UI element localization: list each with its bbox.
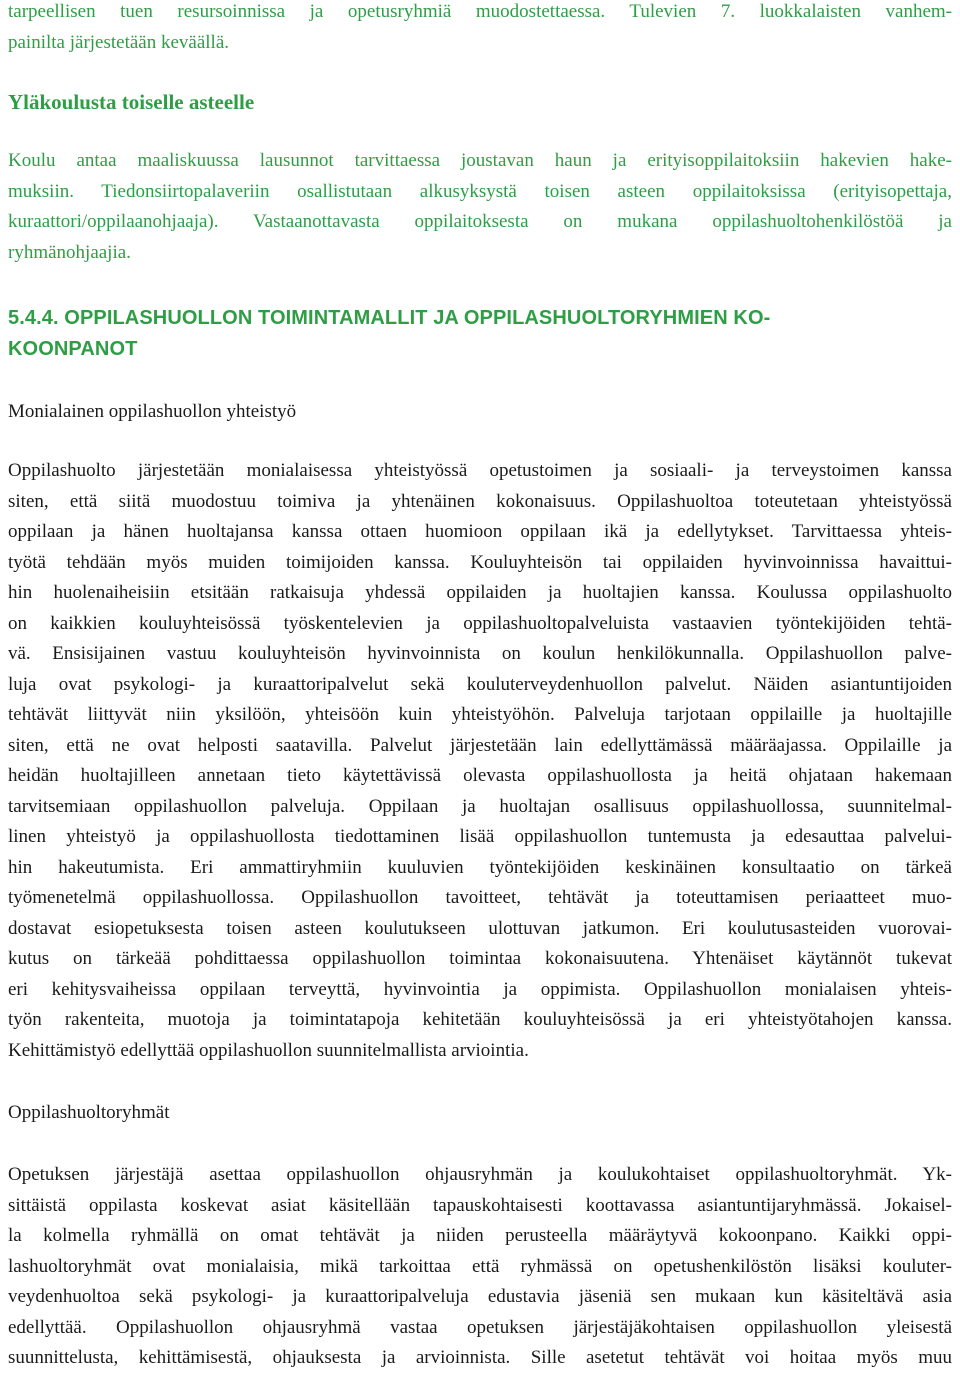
cooperation-line: Oppilashuolto järjestetään monialaisessa yhteistyössä opetustoimen ja sosiaali- ja terveystoimen kanssa [8, 460, 952, 481]
cooperation-line: on kaikkien kouluyhteisössä työskentelevien ja oppilashuoltopalveluista vastaavien työntekijöiden tehtä- [8, 612, 952, 634]
cooperation-line: hin huolenaiheisiin etsitään ratkaisuja yhdessä oppilaiden ja huoltajien kanssa. Koulussa oppilashuolto [8, 582, 952, 603]
section-heading-line: KOONPANOT [8, 338, 138, 360]
cooperation-section [8, 397, 952, 427]
cooperation-line: kutus on tärkeää pohdittaessa oppilashuollon toimintaa kokonaisuutena. Yhtenäiset käytännöt tukevat [8, 948, 952, 969]
cooperation-line: työmenetelmä oppilashuollossa. Oppilashuollon tavoitteet, tehtävät ja toteuttamisen periaatteet muo- [8, 887, 952, 908]
intro-line: tarpeellisen tuen resursoinnissa ja opetusryhmiä muodostettaessa. Tulevien 7. luokkalaisten vanhem- [8, 1, 952, 22]
section-heading [8, 303, 952, 365]
transition-section [8, 87, 952, 117]
transition-line: muksiin. Tiedonsiirtopalaveriin osallistutaan alkusyksystä toisen asteen oppilaitoksissa (erityisopettaja, [8, 180, 952, 202]
cooperation-line: linen yhteistyö ja oppilashuollosta tiedottaminen lisää oppilashuollon tuntemusta ja edesauttaa palvelui- [8, 826, 952, 847]
groups-line: la kolmella ryhmällä on omat tehtävät ja niiden perusteella määräytyvä kokoonpano. Kaikki oppi- [8, 1225, 952, 1246]
cooperation-line: luja ovat psykologi- ja kuraattoripalvelut sekä kouluterveydenhuollon palvelut. Näiden asiantuntijoiden [8, 673, 952, 695]
cooperation-line: työn rakenteita, muotoja ja toimintatapoja kehitetään kouluyhteisössä ja eri yhteistyötahojen kanssa. [8, 1009, 952, 1030]
transition-line: ryhmänohjaajia. [8, 241, 131, 263]
intro-line: painilta järjestetään keväällä. [8, 31, 230, 53]
transition-line: Koulu antaa maaliskuussa lausunnot tarvittaessa joustavan haun ja erityisoppilaitoksiin hakevien hake- [8, 150, 952, 171]
cooperation-line: dostavat esiopetuksesta toisen asteen koulutukseen ulottuvan jatkumon. Eri koulutusasteiden vuorovai- [8, 917, 952, 939]
cooperation-line: tarvitsemiaan oppilashuollon palveluja. Oppilaan ja huoltajan osallisuus oppilashuollossa, suunnitelmal- [8, 795, 952, 817]
cooperation-paragraph [8, 456, 952, 1066]
transition-paragraph [8, 146, 952, 268]
cooperation-line: Kehittämistyö edellyttää oppilashuollon suunnitelmallista arviointia. [8, 1039, 529, 1061]
groups-section [8, 1098, 952, 1128]
groups-paragraph [8, 1160, 952, 1374]
cooperation-line: työtä tehdään myös muiden toimijoiden kanssa. Kouluyhteisön tai oppilaiden hyvinvoinnissa havaittui- [8, 551, 952, 573]
intro-paragraph [8, 0, 952, 58]
groups-line: lashuoltoryhmät ovat monialaisia, mikä tarkoittaa että ryhmässä on opetushenkilöstön lisäksi kouluter- [8, 1255, 952, 1277]
groups-line: edellyttää. Oppilashuollon ohjausryhmä vastaa opetuksen järjestäjäkohtaisen oppilashuollon yleisestä [8, 1316, 952, 1338]
cooperation-line: heidän huoltajilleen annetaan tieto käytettävissä olevasta oppilashuollosta ja heitä ohjataan hakemaan [8, 765, 952, 786]
cooperation-line: vä. Ensisijainen vastuu kouluyhteisön hyvinvoinnista on koulun henkilökunnalla. Oppilashuollon palve- [8, 643, 952, 664]
transition-heading: Yläkoulusta toiselle asteelle [8, 90, 255, 114]
cooperation-line: siten, että ne ovat helposti saatavilla. Palvelut järjestetään lain edellyttämässä määräajassa. Oppilaille ja [8, 734, 952, 756]
cooperation-line: tehtävät liittyvät niin yksilöön, yhteisöön kuin yhteistyöhön. Palveluja tarjotaan oppilaille ja huoltajille [8, 704, 952, 725]
cooperation-line: eri kehitysvaiheissa oppilaan terveyttä, hyvinvointia ja oppimista. Oppilashuollon monialaisen yhteis- [8, 978, 952, 1000]
groups-line: sittäistä oppilasta koskevat asiat käsitellään tapauskohtaisesti koottavassa asiantuntijaryhmässä. Jokaisel- [8, 1194, 952, 1216]
section-heading-line: 5.4.4. OPPILASHUOLLON TOIMINTAMALLIT JA OPPILASHUOLTORYHMIEN KO- [8, 307, 771, 329]
groups-line: suunnittelusta, kehittämisestä, ohjauksesta ja arvioinnista. Sille asetetut tehtävät voi hoitaa myös muu [8, 1347, 952, 1368]
groups-line: Opetuksen järjestäjä asettaa oppilashuollon ohjausryhmän ja koulukohtaiset oppilashuoltoryhmät. Yk- [8, 1164, 952, 1185]
cooperation-line: oppilaan ja hänen huoltajansa kanssa ottaen huomioon oppilaan ikä ja edellytykset. Tarvittaessa yhteis- [8, 521, 952, 542]
transition-line: kuraattori/oppilaanohjaaja). Vastaanottavasta oppilaitoksesta on mukana oppilashuoltohenkilöstöä ja [8, 211, 952, 232]
groups-line: veydenhuoltoa sekä psykologi- ja kuraattoripalveluja edustavia jäseniä sen mukaan kun käsiteltävä asia [8, 1286, 952, 1307]
cooperation-line: hin hakeutumista. Eri ammattiryhmiin kuuluvien työntekijöiden keskinäinen konsultaatio on tärkeä [8, 856, 952, 878]
groups-heading: Oppilashuoltoryhmät [8, 1102, 170, 1123]
cooperation-heading: Monialainen oppilashuollon yhteistyö [8, 401, 297, 422]
cooperation-line: siten, että siitä muodostuu toimiva ja yhtenäinen kokonaisuus. Oppilashuoltoa toteutetaan yhteistyössä [8, 490, 952, 512]
